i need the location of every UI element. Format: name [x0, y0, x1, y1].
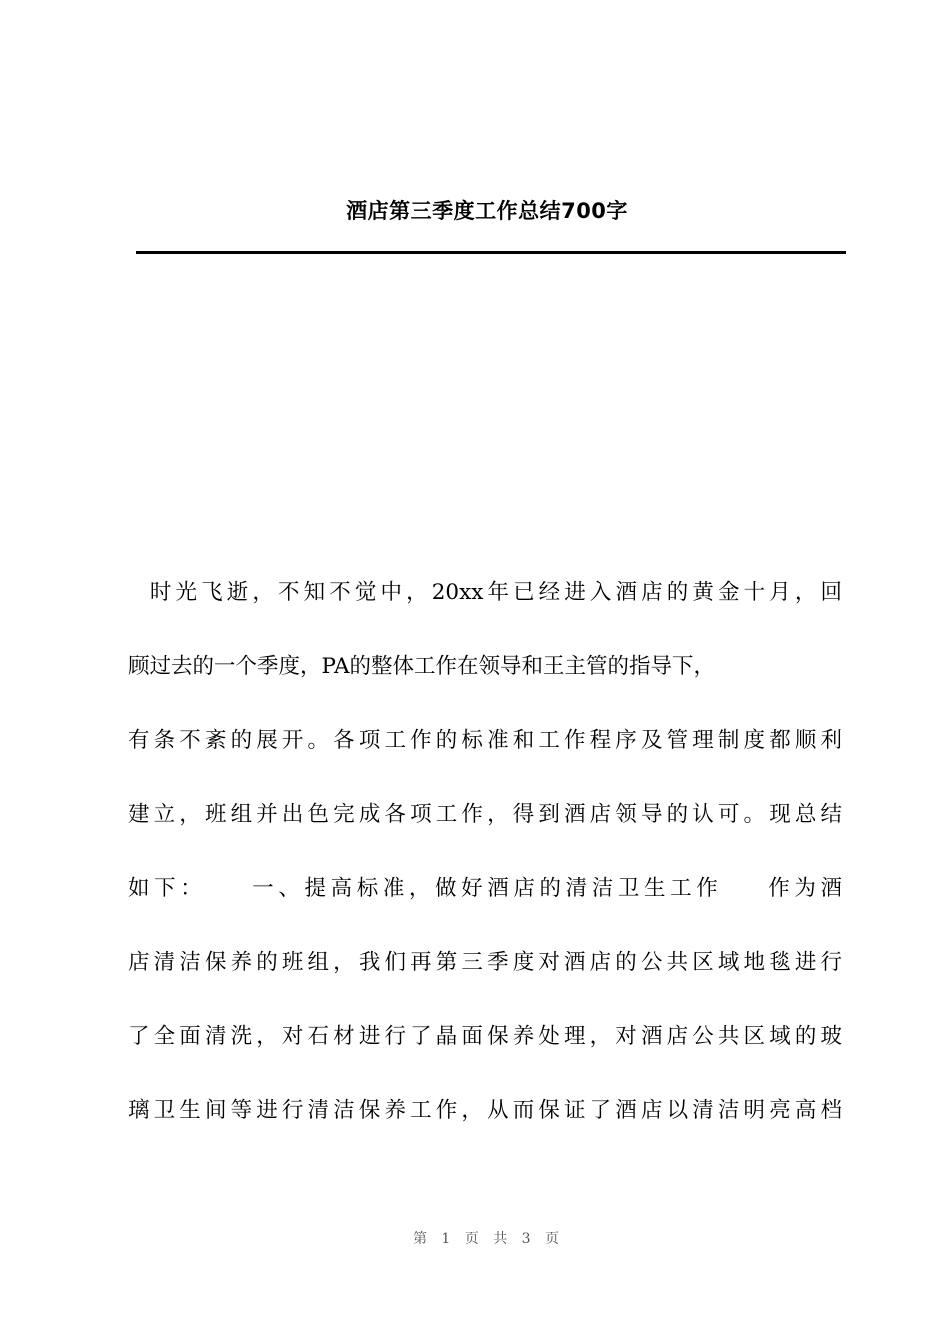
body-line: 了全面清洗，对石材进行了晶面保养处理，对酒店公共区域的玻: [128, 1024, 842, 1049]
body-line: 时光飞逝，不知不觉中，20xx年已经进入酒店的黄金十月，回: [128, 580, 842, 605]
body-paragraph: [128, 573, 842, 1165]
body-line: 如下： 一、提高标准，做好酒店的清洁卫生工作 作为酒: [128, 876, 842, 901]
body-line: 建立，班组并出色完成各项工作，得到酒店领导的认可。现总结: [128, 802, 842, 827]
title-underline: [136, 251, 846, 254]
page-number-footer: 第 1 页 共 3 页: [412, 1231, 562, 1247]
body-line: 店清洁保养的班组，我们再第三季度对酒店的公共区域地毯进行: [128, 950, 842, 975]
body-line: 璃卫生间等进行清洁保养工作，从而保证了酒店以清洁明亮高档: [128, 1098, 842, 1123]
body-line: 顾过去的一个季度，PA的整体工作在领导和王主管的指导下，: [128, 654, 716, 679]
document-title: 酒店第三季度工作总结700字: [346, 199, 628, 223]
body-line: 有条不紊的展开。各项工作的标准和工作程序及管理制度都顺利: [128, 728, 842, 753]
